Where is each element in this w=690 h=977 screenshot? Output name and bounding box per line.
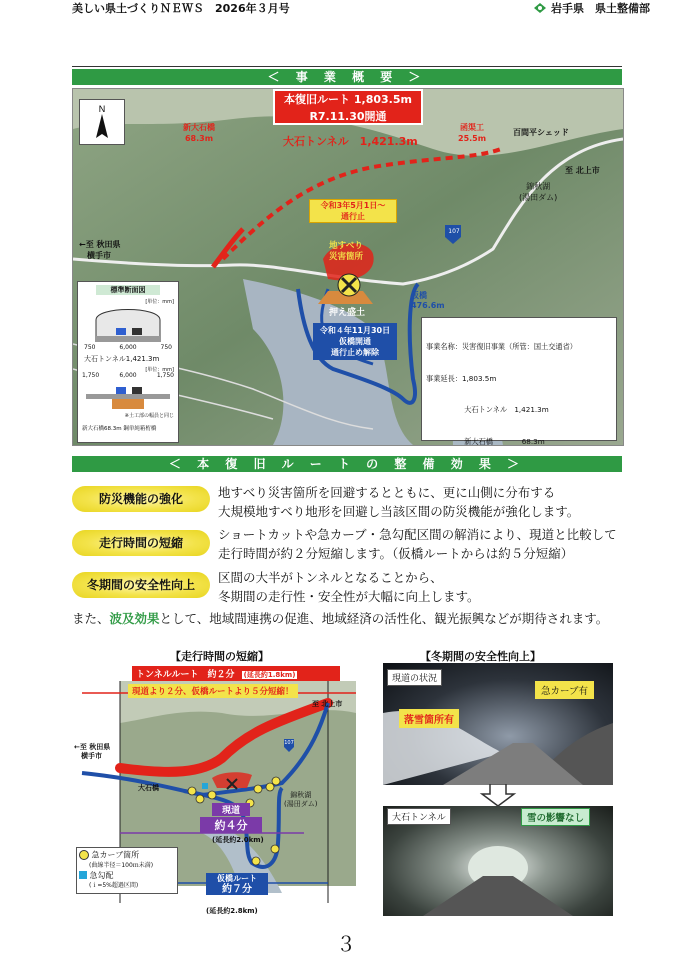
section-effects: ＜ 本 復 旧 ル ー ト の 整 備 効 果 ＞ [72, 456, 622, 472]
overview-map [72, 88, 624, 446]
ripple-post: として、地域間連携の促進、地域経済の活性化、観光振興などが期待されます。 [159, 611, 609, 626]
section-overview: ＜ 事 業 概 要 ＞ [72, 69, 622, 85]
project-line-1: 事業名称：災害復旧事業（所管：国土交通省） [426, 342, 577, 351]
karibashi-label: 仮橋 476.6m [411, 291, 445, 310]
iwate-logo-icon [533, 2, 547, 14]
caption-winter: 【冬期間の安全性向上】 [420, 650, 541, 663]
org-block [533, 0, 650, 16]
tunnel-route-bar [132, 666, 340, 681]
oishi-label: 大石橋 [138, 784, 159, 792]
project-line-4: 新大石橋 68.3m [426, 436, 545, 446]
cross-section-box [77, 281, 179, 443]
route-title: 本復旧ルート 1,803.5m [284, 93, 412, 106]
curve-legend-icon [79, 850, 89, 860]
project-line-2: 事業延長：1,803.5m [426, 373, 497, 383]
gendo-length: (延長約2.0km) [212, 836, 264, 844]
newsletter-title: 美しい県土づくりＮＥＷＳ 2026年３月号 [72, 2, 290, 15]
kangaiko-length: 25.5m [458, 133, 487, 143]
tunnel-label: 大石トンネル 1,421.3m [283, 135, 418, 148]
header-rule [72, 66, 622, 67]
route-title-box [273, 89, 423, 125]
cross-bridge-label: 新大石橋68.3m 鋼単純箱桁橋 [82, 426, 157, 432]
cross-num-b2: 6,000 [119, 372, 137, 379]
compass-icon [80, 100, 124, 144]
lake-label-2: 錦秋湖 (湯田ダム) [284, 791, 318, 808]
legend-slope-sub: (ｉ=5%超過区間) [89, 881, 139, 889]
time-map [72, 663, 358, 920]
reopen-note: 令和４年11月30日 仮橋開通 通行止め解除 [313, 323, 397, 360]
lake-label: 錦秋湖 (湯田ダム) [519, 182, 558, 202]
kangaiko-name: 函渠工 [460, 123, 485, 132]
shinoishi-name: 新大石橋 [183, 123, 215, 132]
kari-length: (延長約2.8km) [206, 907, 258, 915]
compare-note: 現道より２分、仮橋ルートより５分短縮！ [128, 684, 298, 698]
sharp-curve-label: 急カーブ有 [535, 681, 594, 699]
tunnel-photo-label: 大石トンネル [387, 808, 451, 825]
legend-curve: 急カーブ箇所 [91, 850, 140, 860]
cross-num-t3: 750 [160, 344, 172, 351]
cross-unit-2: [単位：mm] [145, 367, 174, 373]
effect-text-2 [218, 525, 617, 563]
effect-3-line-2: 冬期間の走行性・安全性が大幅に向上します。 [218, 589, 480, 604]
photo-current-road [383, 663, 613, 785]
kari-box [206, 873, 268, 895]
tunnel-route-length: (延長約1.8km) [243, 671, 296, 679]
effect-text-1 [218, 483, 579, 521]
cross-unit-1: [単位：mm] [145, 299, 174, 305]
cross-section-title: 標準断面図 [96, 285, 160, 295]
shinoishi-label [183, 123, 215, 145]
akita-label: ←至 秋田県 横手市 [79, 240, 121, 260]
ripple-text [72, 609, 608, 627]
legend-slope: 急勾配 [89, 870, 114, 880]
effect-3-line-1: 区間の大半がトンネルとなることから、 [218, 570, 443, 585]
route-open-date: R7.11.30開通 [309, 110, 387, 123]
ripple-highlight: 波及効果 [109, 611, 160, 626]
project-info-box [421, 317, 617, 446]
down-arrow-icon [478, 784, 518, 806]
gendo-time: 約４分 [200, 817, 262, 833]
project-line-3: 大石トンネル 1,421.3m [426, 405, 549, 414]
landslide-label: 地すべり 災害箇所 [329, 241, 364, 262]
caption-time: 【走行時間の短縮】 [170, 650, 269, 663]
page-header [0, 0, 690, 16]
legend-curve-sub: (曲線半径＝100ｍ未満) [89, 861, 154, 869]
tunnel-section-icon [82, 304, 174, 344]
legend [76, 847, 178, 894]
effect-text-3 [218, 568, 480, 606]
shinoishi-length: 68.3m [184, 133, 214, 143]
cross-num-t2: 6,000 [119, 344, 137, 351]
kangaiko-label [458, 123, 486, 145]
route-no: 107 [448, 228, 460, 235]
org-name: 岩手県 県土整備部 [551, 2, 650, 15]
bridge-section-icon [82, 382, 174, 410]
cross-num-b3: 1,750 [156, 372, 174, 379]
cross-num-b1: 1,750 [82, 372, 100, 379]
oseimori-label: 押え盛土 [329, 308, 366, 318]
current-road-label: 現道の状況 [387, 669, 442, 686]
kitakami-label: 至 北上市 [565, 166, 600, 175]
closure-note: 令和3年5月1日～ 通行止 [309, 199, 397, 223]
effect-1-line-2: 大規模地すべり地形を回避し当該区間の防災機能が強化します。 [218, 504, 580, 519]
cross-num-t1: 750 [84, 344, 96, 351]
ripple-pre: また、 [72, 611, 110, 626]
gendo-label: 現道 [212, 803, 250, 816]
effect-1-line-1: 地すべり災害箇所を回避するとともに、更に山側に分布する [218, 485, 556, 500]
tunnel-route-time: トンネルルート 約２分 [136, 670, 235, 680]
north-compass [79, 99, 125, 145]
snowfall-label: 落雪箇所有 [399, 709, 459, 728]
kari-label: 仮橋ルート [217, 874, 257, 883]
akita-label-2: ←至 秋田県 横手市 [74, 743, 111, 760]
page-number: ３ [336, 932, 356, 956]
route-no-2: 107 [284, 740, 294, 746]
no-snow-label: 雪の影響なし [521, 808, 590, 826]
effect-label-2: 走行時間の短縮 [72, 530, 210, 556]
cross-tunnel-label: 大石トンネル1,421.3m [84, 355, 160, 363]
kitakami-label-2: 至 北上市 [312, 700, 343, 708]
effect-label-1: 防災機能の強化 [72, 486, 210, 512]
svg-text:N: N [98, 104, 106, 114]
cross-note: ※土工部の幅員と同じ [124, 413, 174, 419]
slope-legend-icon [79, 871, 87, 879]
effect-label-3: 冬期間の安全性向上 [72, 572, 210, 598]
shed-label: 百間平シェッド [513, 128, 569, 137]
photo-tunnel [383, 806, 613, 916]
effect-2-line-1: ショートカットや急カーブ・急勾配区間の解消により、現道と比較して [218, 527, 617, 542]
effect-2-line-2: 走行時間が約２分短縮します。（仮橋ルートからは約５分短縮） [218, 546, 574, 561]
kari-time: 約７分 [222, 884, 252, 895]
closure-x-icon [338, 274, 360, 296]
